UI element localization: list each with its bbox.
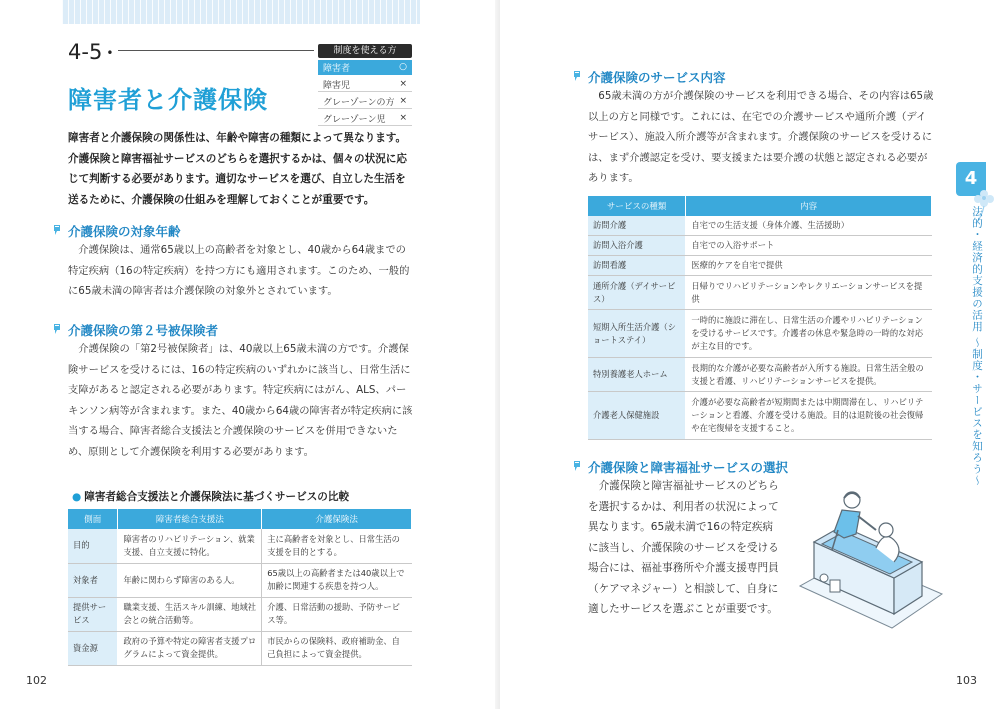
body-paragraph: 介護保険の「第2号被保険者」は、40歳以上65歳未満の方です。介護保険サービスを受けるには、16の特定疾病のいずれかに該当し、日常生活に支障があると認定される必要があります。特定疾病にはがん、ALS、パーキンソン病等が含まれます。また、40歳から64歳の障害者が特定疾病に該当する場合、障害者総合支援法と介護保険のサービスを併用できないため、原則として介護保険を利用する必要があります。 — [68, 343, 413, 458]
table-cell: 通所介護（デイサービス） — [588, 276, 686, 310]
subheading — [572, 68, 726, 86]
section-number — [68, 40, 113, 64]
table-cell: 政府の予算や特定の障害者支援プログラムによって資金提供。 — [118, 631, 262, 665]
eligibility-row — [318, 60, 412, 75]
table-row — [68, 529, 412, 563]
pin-icon — [572, 70, 584, 84]
header-stripe — [62, 0, 420, 24]
eligibility-row — [318, 77, 412, 92]
table-cell: 職業支援、生活スキル訓練、地域社会との統合活動等。 — [118, 597, 262, 631]
table-cell: 介護老人保健施設 — [588, 392, 686, 440]
table-title-text: 障害者総合支援法と介護保険法に基づくサービスの比較 — [84, 491, 350, 503]
table-header: 介護保険法 — [262, 509, 412, 529]
table-header: 側面 — [68, 509, 118, 529]
table-cell: 訪問看護 — [588, 256, 686, 276]
table-cell: 特別養護老人ホーム — [588, 358, 686, 392]
table-cell: 提供サービス — [68, 597, 118, 631]
body-paragraph: 65歳未満の方が介護保険のサービスを利用できる場合、その内容は65歳以上の方と同様です。これには、在宅での介護サービスや通所介護（デイサービス）、施設入所介護等が含まれます。介護保険のサービスを受けるには、まず介護認定を受け、要支援または要介護の状態と認定される必要があります。 — [588, 90, 934, 184]
body-paragraph: 介護保険と障害福祉サービスのどちらを選択するかは、利用者の状況によって異なります。65歳未満で16の特定疾病に該当し、介護保険のサービスを受ける場合には、福祉事務所や介護支援専門員（ケアマネジャー）と相談して、自身に適したサービスを選ぶことが重要です。 — [588, 480, 779, 615]
table-row — [588, 392, 932, 440]
pin-icon — [52, 323, 64, 337]
table-cell: 主に高齢者を対象とし、日常生活の支援を目的とする。 — [262, 529, 412, 563]
comparison-table — [68, 509, 412, 666]
table-cell: 介護が必要な高齢者が短期間または中期間滞在し、リハビリテーションと看護、介護を受ける施設。目的は退院後の社会復帰や在宅復帰を支援すること。 — [686, 392, 932, 440]
subheading-text: 介護保険の対象年齢 — [68, 224, 181, 239]
table-cell: 自宅での入浴サポート — [686, 236, 932, 256]
table-cell: 自宅での生活支援（身体介護、生活援助） — [686, 216, 932, 236]
subheading-text: 介護保険のサービス内容 — [588, 70, 726, 85]
table-cell: 短期入所生活介護（ショートステイ） — [588, 310, 686, 358]
table-row — [68, 597, 412, 631]
page-title: 障害者と介護保険 — [68, 86, 268, 114]
chapter-title: 法的・経済的支援の活用 〜制度・サービスを知ろう〜 — [971, 206, 983, 487]
bullet: ● — [72, 491, 82, 503]
table-cell: 年齢に関わらず障害のある人。 — [118, 563, 262, 597]
table-cell: 対象者 — [68, 563, 118, 597]
eligibility-label: グレーゾーンの方 — [323, 97, 395, 108]
eligibility-row — [318, 94, 412, 109]
eligibility-label: 障害者 — [323, 63, 351, 74]
care-bath-illustration — [794, 486, 944, 636]
subheading-text: 介護保険の第２号被保険者 — [68, 323, 219, 338]
table-row — [588, 276, 932, 310]
section-rule — [118, 50, 314, 51]
eligibility-mark: × — [399, 113, 407, 123]
section-number-text: 4-5 — [68, 40, 103, 64]
eligibility-mark: × — [399, 96, 407, 106]
eligibility-label: 障害児 — [323, 80, 351, 91]
table-cell: 医療的ケアを自宅で提供 — [686, 256, 932, 276]
eligibility-box — [318, 44, 412, 126]
body-paragraph: 介護保険は、通常65歳以上の高齢者を対象とし、40歳から64歳までの特定疾病（16の特定疾病）を持つ方にも適用されます。このため、一般的に65歳未満の障害者は介護保険の対象外とされています。 — [68, 244, 410, 297]
table-cell: 訪問入浴介護 — [588, 236, 686, 256]
table-cell: 資金源 — [68, 631, 118, 665]
page-number: 103 — [956, 674, 977, 687]
table-row — [588, 256, 932, 276]
table-header-row — [588, 196, 932, 216]
eligibility-mark: × — [399, 79, 407, 89]
eligibility-row — [318, 111, 412, 126]
table-row — [68, 631, 412, 665]
table-title — [72, 489, 349, 504]
eligibility-mark: ○ — [399, 62, 407, 72]
table-header: 内容 — [686, 196, 932, 216]
table-row — [68, 563, 412, 597]
table-cell: 目的 — [68, 529, 118, 563]
subheading-text: 介護保険と障害福祉サービスの選択 — [588, 460, 789, 475]
chapter-tab: 4 — [956, 162, 986, 196]
pin-icon — [52, 224, 64, 238]
table-cell: 日帰りでリハビリテーションやレクリエーションサービスを提供 — [686, 276, 932, 310]
table-cell: 一時的に施設に滞在し、日常生活の介護やリハビリテーションを受けるサービスです。介護者の休息や緊急時の一時的な対応が主な目的です。 — [686, 310, 932, 358]
table-row — [588, 310, 932, 358]
table-row — [588, 236, 932, 256]
table-row — [588, 358, 932, 392]
table-cell: 介護、日常活動の援助、予防サービス等。 — [262, 597, 412, 631]
table-cell: 障害者のリハビリテーション、就業支援、自立支援に特化。 — [118, 529, 262, 563]
table-header: サービスの種類 — [588, 196, 686, 216]
table-cell: 65歳以上の高齢者または40歳以上で加齢に関連する疾患を持つ人。 — [262, 563, 412, 597]
table-header: 障害者総合支援法 — [118, 509, 262, 529]
subheading — [572, 458, 788, 476]
table-row — [588, 216, 932, 236]
table-cell: 長期的な介護が必要な高齢者が入所する施設。日常生活全般の支援と看護、リハビリテーションサービスを提供。 — [686, 358, 932, 392]
intro-paragraph: 障害者と介護保険の関係性は、年齢や障害の種類によって異なります。介護保険と障害福祉サービスのどちらを選択するかは、個々の状況に応じて判断する必要があります。適切なサービスを選び、自立した生活を送るために、介護保険の仕組みを理解しておくことが重要です。 — [68, 132, 407, 206]
eligibility-heading: 制度を使える方 — [318, 44, 412, 58]
page-number: 102 — [26, 674, 47, 687]
subheading — [52, 222, 181, 240]
service-table — [588, 196, 932, 440]
eligibility-label: グレーゾーン児 — [323, 114, 386, 125]
subheading — [52, 321, 218, 339]
section-dot: • — [106, 46, 114, 60]
table-header-row — [68, 509, 412, 529]
pin-icon — [572, 460, 584, 474]
table-cell: 訪問介護 — [588, 216, 686, 236]
table-cell: 市民からの保険料、政府補助金、自己負担によって資金提供。 — [262, 631, 412, 665]
